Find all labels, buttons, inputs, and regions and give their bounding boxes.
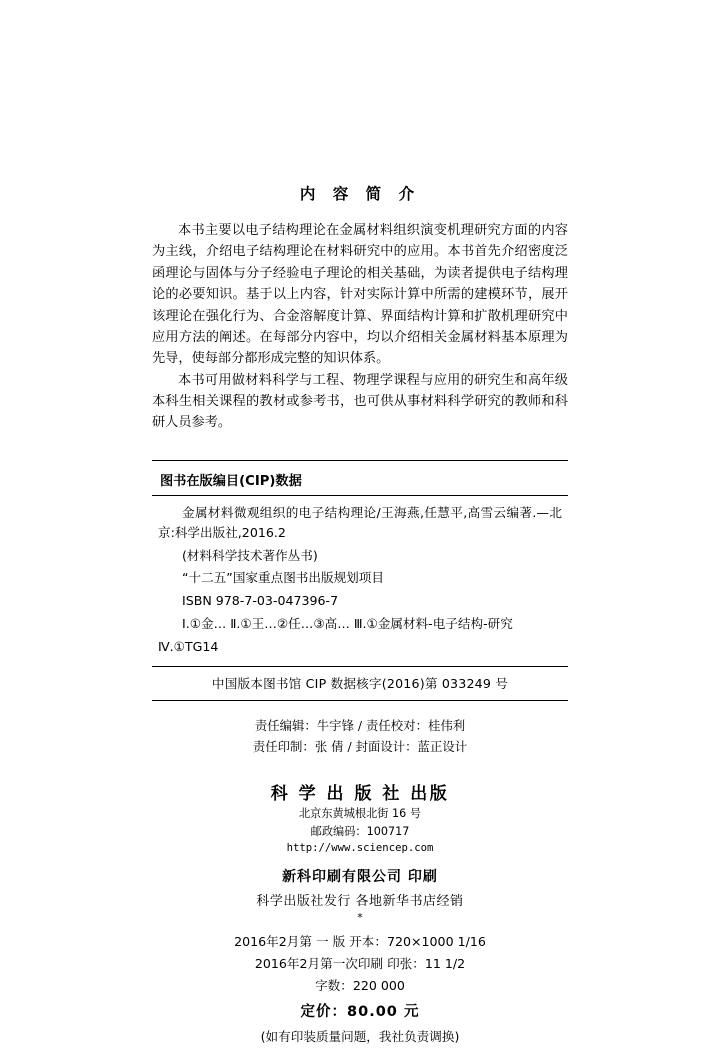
cip-body xyxy=(152,496,568,666)
summary-section xyxy=(152,182,568,434)
credits-block xyxy=(152,715,568,757)
publisher-url: http://www.sciencep.com xyxy=(286,841,434,854)
credit-line: 责任编辑：牛宇锋 / 责任校对：桂伟利 xyxy=(254,717,466,733)
cip-line: Ⅳ.①TG14 xyxy=(158,639,219,655)
summary-paragraph: 本书可用做材料科学与工程、物理学课程与应用的研究生和高年级本科生相关课程的教材或参考书，也可供从事材料科学研究的教师和科研人员参考。 xyxy=(152,372,568,431)
credit-line: 责任印制：张 倩 / 封面设计：蓝正设计 xyxy=(252,739,468,755)
publisher-name: 科 学 出 版 社 出版 xyxy=(270,784,450,805)
cip-line: ISBN 978-7-03-047396-7 xyxy=(182,593,339,609)
cip-block xyxy=(152,460,568,701)
separator-star: * xyxy=(357,910,363,924)
summary-body xyxy=(152,220,568,434)
impression-line: 2016年2月第一次印刷 印张：11 1/2 xyxy=(254,956,466,971)
cip-line: Ⅰ.①金… Ⅱ.①王…②任…③高… Ⅲ.①金属材料-电子结构-研究 xyxy=(182,616,513,632)
printing-details xyxy=(152,931,568,1048)
summary-title: 内 容 简 介 xyxy=(299,184,421,203)
cip-footer: 中国版本图书馆 CIP 数据核字(2016)第 033249 号 xyxy=(152,666,568,694)
page-content xyxy=(152,182,568,1048)
publisher-block xyxy=(152,779,568,923)
cip-heading: 图书在版编目(CIP)数据 xyxy=(152,466,568,496)
publisher-address: 北京东黄城根北街 16 号 xyxy=(298,807,422,821)
printer-name: 新科印刷有限公司 印刷 xyxy=(282,868,438,885)
edition-line: 2016年2月第 一 版 开本：720×1000 1/16 xyxy=(234,933,486,949)
distribution-line: 科学出版社发行 各地新华书店经销 xyxy=(256,893,464,909)
cip-line: “十二五”国家重点图书出版规划项目 xyxy=(182,570,384,586)
quality-notice: (如有印装质量问题，我社负责调换) xyxy=(260,1029,460,1045)
price-line: 定价：80.00 元 xyxy=(300,1004,420,1021)
cip-line: (材料科学技术著作丛书) xyxy=(182,547,318,563)
summary-paragraph: 本书主要以电子结构理论在金属材料组织演变机理研究方面的内容为主线，介绍电子结构理论在材料研究中的应用。本书首先介绍密度泛函理论与固体与分子经验电子理论的相关基础，为读者提供电子结构理论的必要知识。基于以上内容，针对实际计算中所需的建模环节，展开该理论在强化行为、合金溶解度计算、界面结构计算和扩散机理研究中应用方法的阐述。在每部分内容中，均以介绍相关金属材料基本原理为先导，使每部分都形成完整的知识体系。 xyxy=(152,223,568,367)
cip-line: 金属材料微观组织的电子结构理论/王海燕,任慧平,高雪云编著.—北京:科学出版社,2016.2 xyxy=(158,504,562,540)
publisher-postcode: 邮政编码：100717 xyxy=(310,825,410,839)
wordcount-line: 字数：220 000 xyxy=(315,978,405,994)
